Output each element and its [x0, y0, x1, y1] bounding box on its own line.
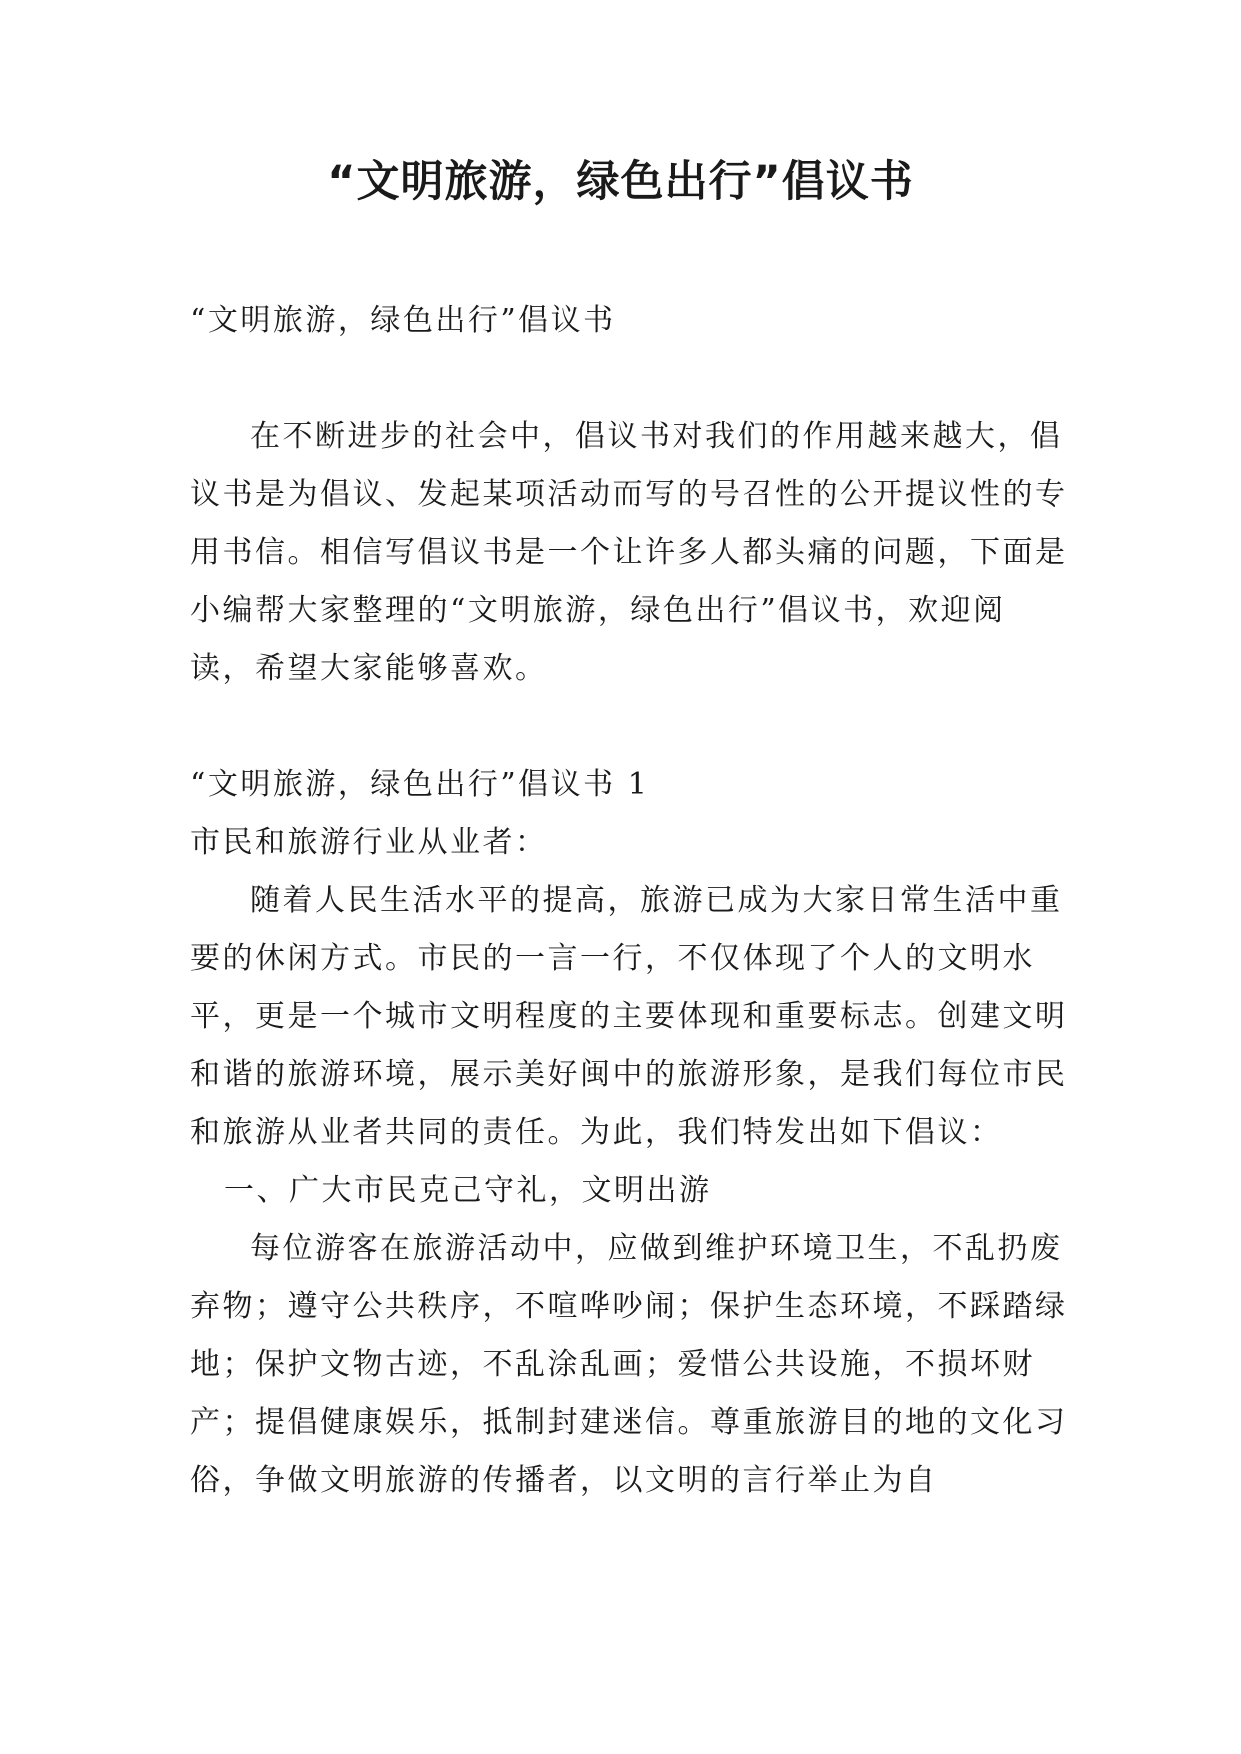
document-body	[190, 292, 1070, 1510]
item-heading-1: 一、广大市民克己守礼，文明出游	[224, 1173, 712, 1208]
intro-paragraph: 在不断进步的社会中，倡议书对我们的作用越来越大，倡议书是为倡议、发起某项活动而写的号召性的公开提议性的专用书信。相信写倡议书是一个让许多人都头痛的问题，下面是小编帮大家整理的“文明旅游，绿色出行”倡议书，欢迎阅读，希望大家能够喜欢。	[190, 419, 1068, 686]
document-subtitle: “文明旅游，绿色出行”倡议书	[190, 303, 616, 338]
salutation: 市民和旅游行业从业者：	[190, 825, 548, 860]
body-paragraph-2: 每位游客在旅游活动中，应做到维护环境卫生，不乱扔废弃物；遵守公共秩序，不喧哗吵闹；保护生态环境，不踩踏绿地；保护文物古迹，不乱涂乱画；爱惜公共设施，不损坏财产；提倡健康娱乐，抵制封建迷信。尊重旅游目的地的文化习俗，争做文明旅游的传播者，以文明的言行举止为自	[190, 1231, 1068, 1498]
spacer	[190, 350, 1070, 408]
spacer	[190, 698, 1070, 756]
body-paragraph-1: 随着人民生活水平的提高，旅游已成为大家日常生活中重要的休闲方式。市民的一言一行，不仅体现了个人的文明水平，更是一个城市文明程度的主要体现和重要标志。创建文明和谐的旅游环境，展示美好闽中的旅游形象，是我们每位市民和旅游从业者共同的责任。为此，我们特发出如下倡议：	[190, 883, 1068, 1150]
document-title: “文明旅游，绿色出行”倡议书	[327, 157, 914, 207]
section-title: “文明旅游，绿色出行”倡议书 1	[190, 767, 650, 802]
